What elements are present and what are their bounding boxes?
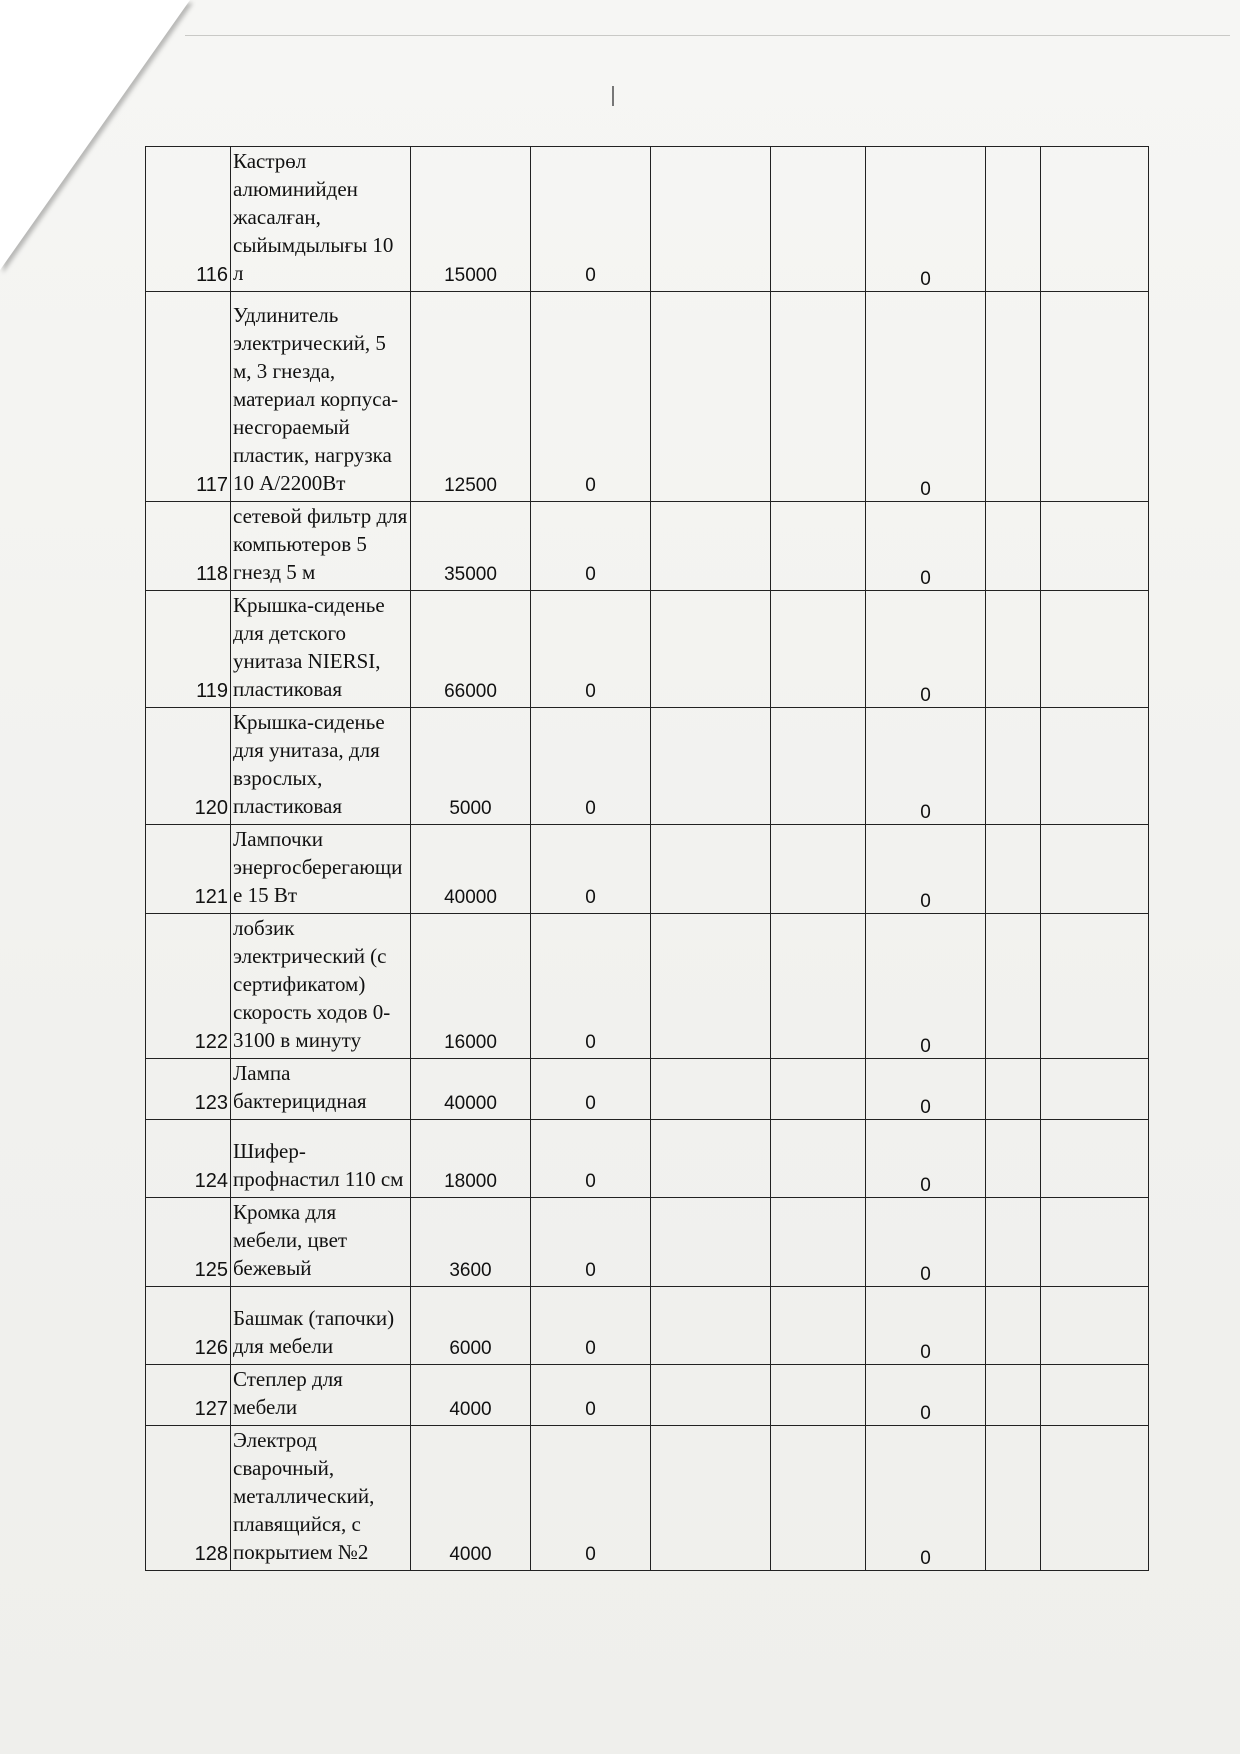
empty-cell	[771, 1059, 866, 1120]
empty-cell	[651, 147, 771, 292]
empty-cell	[1041, 1365, 1149, 1426]
empty-cell	[986, 1287, 1041, 1365]
empty-cell	[986, 914, 1041, 1059]
item-quantity: 0	[531, 1365, 651, 1426]
table-row	[146, 1287, 1149, 1365]
item-sum-value: 0	[920, 479, 931, 500]
item-name: Электрод сварочный, металлический, плавящийся, с покрытием №2	[231, 1426, 411, 1571]
empty-cell	[771, 1287, 866, 1365]
item-price: 35000	[411, 502, 531, 591]
row-number: 128	[146, 1426, 231, 1571]
empty-cell	[986, 708, 1041, 825]
item-price: 3600	[411, 1198, 531, 1287]
empty-cell	[771, 1426, 866, 1571]
empty-cell	[771, 502, 866, 591]
item-sum	[866, 147, 986, 292]
empty-cell	[651, 1426, 771, 1571]
empty-cell	[986, 502, 1041, 591]
empty-cell	[651, 708, 771, 825]
empty-cell	[651, 502, 771, 591]
row-number: 121	[146, 825, 231, 914]
empty-cell	[1041, 502, 1149, 591]
empty-cell	[1041, 1287, 1149, 1365]
item-quantity: 0	[531, 1120, 651, 1198]
item-sum-value: 0	[920, 1548, 931, 1569]
empty-cell	[986, 1365, 1041, 1426]
item-price: 4000	[411, 1365, 531, 1426]
item-sum	[866, 1059, 986, 1120]
table-row	[146, 914, 1149, 1059]
empty-cell	[1041, 147, 1149, 292]
empty-cell	[986, 1120, 1041, 1198]
item-quantity: 0	[531, 1287, 651, 1365]
item-name: Кромка для мебели, цвет бежевый	[231, 1198, 411, 1287]
table-row	[146, 825, 1149, 914]
empty-cell	[1041, 825, 1149, 914]
items-table-body	[146, 147, 1149, 1571]
empty-cell	[986, 292, 1041, 502]
item-name: Шифер-профнастил 110 см	[231, 1120, 411, 1198]
row-number: 116	[146, 147, 231, 292]
empty-cell	[771, 708, 866, 825]
row-number: 125	[146, 1198, 231, 1287]
item-sum	[866, 1426, 986, 1571]
empty-cell	[1041, 1426, 1149, 1571]
empty-cell	[771, 1120, 866, 1198]
row-number: 127	[146, 1365, 231, 1426]
empty-cell	[651, 1287, 771, 1365]
row-number: 117	[146, 292, 231, 502]
empty-cell	[771, 825, 866, 914]
item-name: Крышка-сиденье для детского унитаза NIERSI, пластиковая	[231, 591, 411, 708]
row-number: 118	[146, 502, 231, 591]
item-sum	[866, 292, 986, 502]
empty-cell	[771, 1365, 866, 1426]
item-quantity: 0	[531, 914, 651, 1059]
item-sum-value: 0	[920, 1342, 931, 1363]
item-quantity: 0	[531, 825, 651, 914]
empty-cell	[986, 1059, 1041, 1120]
empty-cell	[651, 1198, 771, 1287]
item-sum	[866, 591, 986, 708]
item-sum-value: 0	[920, 1097, 931, 1118]
empty-cell	[771, 147, 866, 292]
item-sum	[866, 825, 986, 914]
item-price: 6000	[411, 1287, 531, 1365]
item-name: Степлер для мебели	[231, 1365, 411, 1426]
item-sum	[866, 1287, 986, 1365]
empty-cell	[1041, 1198, 1149, 1287]
empty-cell	[651, 1120, 771, 1198]
item-sum-value: 0	[920, 568, 931, 589]
table-row	[146, 502, 1149, 591]
item-quantity: 0	[531, 1059, 651, 1120]
empty-cell	[771, 292, 866, 502]
item-sum-value: 0	[920, 269, 931, 290]
item-sum	[866, 914, 986, 1059]
row-number: 124	[146, 1120, 231, 1198]
item-price: 40000	[411, 1059, 531, 1120]
empty-cell	[1041, 708, 1149, 825]
item-name: сетевой фильтр для компьютеров 5 гнезд 5 м	[231, 502, 411, 591]
row-number: 120	[146, 708, 231, 825]
table-row	[146, 1198, 1149, 1287]
empty-cell	[771, 1198, 866, 1287]
item-name: Крышка-сиденье для унитаза, для взрослых, пластиковая	[231, 708, 411, 825]
item-sum-value: 0	[920, 1264, 931, 1285]
item-quantity: 0	[531, 502, 651, 591]
table-row	[146, 1365, 1149, 1426]
item-sum-value: 0	[920, 685, 931, 706]
page-edge	[185, 35, 1230, 36]
item-sum	[866, 1365, 986, 1426]
item-sum	[866, 1120, 986, 1198]
empty-cell	[1041, 914, 1149, 1059]
item-quantity: 0	[531, 708, 651, 825]
row-number: 123	[146, 1059, 231, 1120]
item-price: 5000	[411, 708, 531, 825]
empty-cell	[1041, 1120, 1149, 1198]
item-sum-value: 0	[920, 1403, 931, 1424]
table-row	[146, 292, 1149, 502]
table-row	[146, 1120, 1149, 1198]
empty-cell	[986, 1198, 1041, 1287]
item-sum	[866, 708, 986, 825]
row-number: 122	[146, 914, 231, 1059]
item-sum-value: 0	[920, 802, 931, 823]
item-sum	[866, 1198, 986, 1287]
empty-cell	[651, 292, 771, 502]
row-number: 126	[146, 1287, 231, 1365]
empty-cell	[771, 914, 866, 1059]
empty-cell	[1041, 292, 1149, 502]
item-quantity: 0	[531, 1426, 651, 1571]
item-sum-value: 0	[920, 891, 931, 912]
item-quantity: 0	[531, 591, 651, 708]
item-price: 40000	[411, 825, 531, 914]
item-sum-value: 0	[920, 1175, 931, 1196]
item-price: 12500	[411, 292, 531, 502]
item-price: 18000	[411, 1120, 531, 1198]
item-quantity: 0	[531, 1198, 651, 1287]
empty-cell	[986, 591, 1041, 708]
item-name: лобзик электрический (с сертификатом) скорость ходов 0-3100 в минуту	[231, 914, 411, 1059]
item-name: Башмак (тапочки) для мебели	[231, 1287, 411, 1365]
table-row	[146, 1426, 1149, 1571]
empty-cell	[651, 591, 771, 708]
item-sum-value: 0	[920, 1036, 931, 1057]
empty-cell	[1041, 591, 1149, 708]
empty-cell	[986, 825, 1041, 914]
empty-cell	[651, 914, 771, 1059]
item-price: 15000	[411, 147, 531, 292]
empty-cell	[651, 1059, 771, 1120]
table-row	[146, 591, 1149, 708]
empty-cell	[651, 1365, 771, 1426]
empty-cell	[986, 1426, 1041, 1571]
item-name: Лампочки энергосберегающи е 15 Вт	[231, 825, 411, 914]
item-name: Кастрөл алюминийден жасалған, сыйымдылығы 10 л	[231, 147, 411, 292]
empty-cell	[651, 825, 771, 914]
empty-cell	[771, 591, 866, 708]
page-mark	[612, 86, 614, 106]
empty-cell	[986, 147, 1041, 292]
item-quantity: 0	[531, 292, 651, 502]
row-number: 119	[146, 591, 231, 708]
items-table	[145, 146, 1149, 1571]
item-name: Удлинитель электрический, 5 м, 3 гнезда, материал корпуса- несгораемый пластик, нагрузка 10 А/2200Вт	[231, 292, 411, 502]
item-quantity: 0	[531, 147, 651, 292]
item-name: Лампа бактерицидная	[231, 1059, 411, 1120]
item-price: 4000	[411, 1426, 531, 1571]
table-row	[146, 708, 1149, 825]
table-row	[146, 147, 1149, 292]
item-price: 16000	[411, 914, 531, 1059]
table-row	[146, 1059, 1149, 1120]
item-price: 66000	[411, 591, 531, 708]
empty-cell	[1041, 1059, 1149, 1120]
item-sum	[866, 502, 986, 591]
